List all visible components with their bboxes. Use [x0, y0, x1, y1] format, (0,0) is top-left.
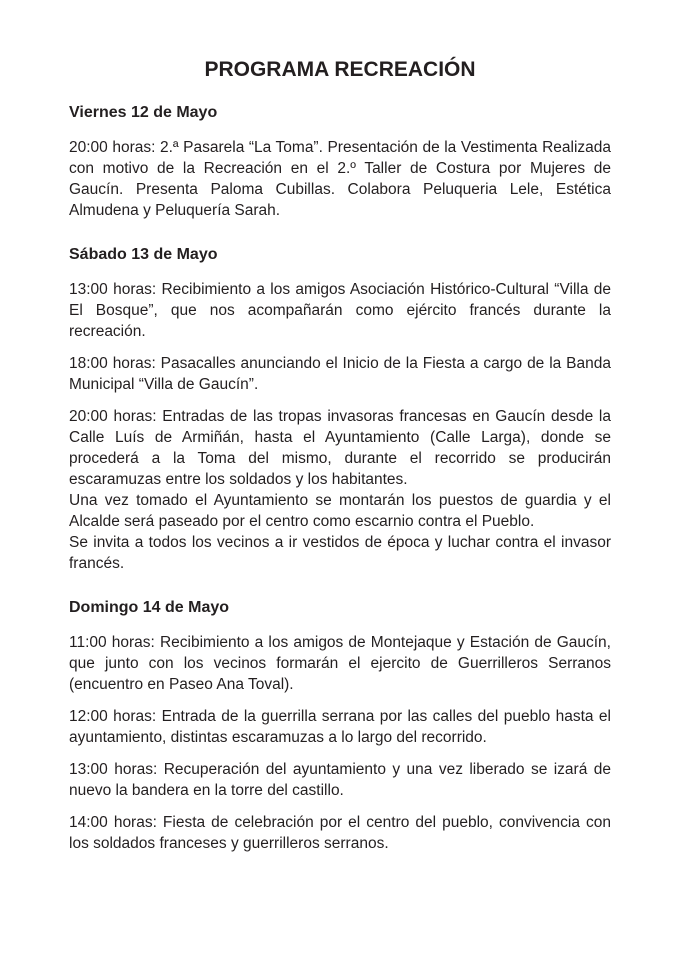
- day-section-sunday: [69, 599, 611, 854]
- event-paragraph: 20:00 horas: 2.ª Pasarela “La Toma”. Presentación de la Vestimenta Realizada con motivo de la Recreación en el 2.º Taller de Costura por Mujeres de Gaucín. Presenta Paloma Cubillas. Colabora Peluqueria Lele, Estética Almudena y Peluquería Sarah.: [69, 139, 611, 219]
- day-heading: Sábado 13 de Mayo: [69, 246, 218, 263]
- event-paragraph: 11:00 horas: Recibimiento a los amigos de Montejaque y Estación de Gaucín, que junto con los vecinos formarán el ejercito de Guerrilleros Serranos (encuentro en Paseo Ana Toval).: [69, 634, 611, 693]
- day-heading: Domingo 14 de Mayo: [69, 599, 230, 616]
- day-section-saturday: [69, 246, 611, 574]
- event-paragraph: 20:00 horas: Entradas de las tropas invasoras francesas en Gaucín desde la Calle Luís de Armiñán, hasta el Ayuntamiento (Calle Larga), donde se procederá a la Toma del mismo, durante el recorrido se producirán escaramuzas entre los soldados y los habitantes.: [69, 408, 611, 488]
- event-paragraph: Se invita a todos los vecinos a ir vestidos de época y luchar contra el invasor francés.: [69, 534, 611, 572]
- event-paragraph: 13:00 horas: Recuperación del ayuntamiento y una vez liberado se izará de nuevo la bandera en la torre del castillo.: [69, 761, 611, 799]
- event-paragraph: 13:00 horas: Recibimiento a los amigos Asociación Histórico-Cultural “Villa de El Bosque”, que nos acompañarán como ejército francés durante la recreación.: [69, 281, 611, 340]
- program-document: [69, 58, 611, 865]
- event-paragraph: Una vez tomado el Ayuntamiento se montarán los puestos de guardia y el Alcalde será paseado por el centro como escarnio contra el Pueblo.: [69, 492, 611, 530]
- day-heading: Viernes 12 de Mayo: [69, 104, 218, 121]
- day-section-friday: [69, 104, 611, 221]
- event-paragraph: 14:00 horas: Fiesta de celebración por el centro del pueblo, convivencia con los soldados franceses y guerrilleros serranos.: [69, 814, 611, 852]
- page-title: PROGRAMA RECREACIÓN: [204, 58, 476, 81]
- event-paragraph: 18:00 horas: Pasacalles anunciando el Inicio de la Fiesta a cargo de la Banda Municipal “Villa de Gaucín”.: [69, 355, 611, 393]
- event-paragraph: 12:00 horas: Entrada de la guerrilla serrana por las calles del pueblo hasta el ayuntamiento, distintas escaramuzas a lo largo del recorrido.: [69, 708, 611, 746]
